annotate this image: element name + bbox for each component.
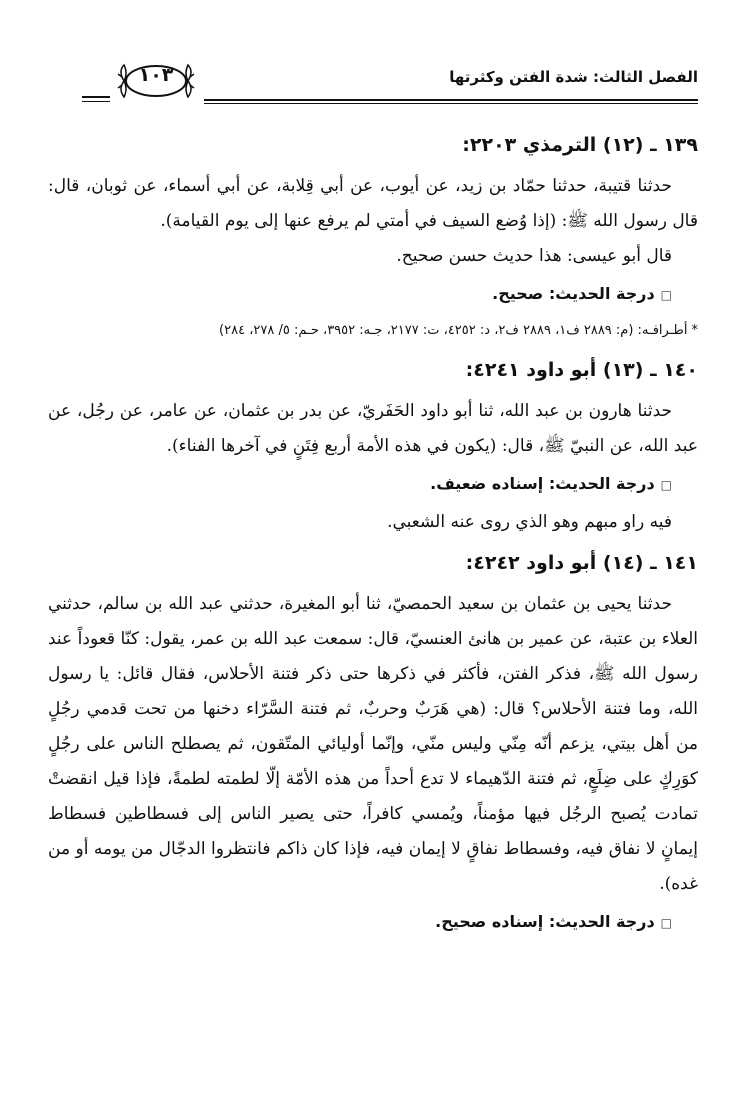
hadith-heading: ١٣٩ ـ (١٢) الترمذي ٢٢٠٣: — [462, 134, 698, 156]
grade-text: درجة الحديث: صحيح. — [492, 284, 655, 303]
hadith-comment: قال أبو عيسى: هذا حديث حسن صحيح. — [396, 246, 672, 266]
grade-text: درجة الحديث: إسناده ضعيف. — [430, 474, 655, 493]
square-bullet-icon: □ — [660, 916, 672, 930]
hadith-grade — [48, 466, 698, 503]
hadith-139 — [48, 128, 698, 343]
grade-note: فيه راو مبهم وهو الذي روى عنه الشعبي. — [387, 512, 672, 532]
hadith-text: حدثنا قتيبة، حدثنا حمّاد بن زيد، عن أيوب، عن أبي قِلابة، عن أبي أسماء، عن ثوبان، قال: قال رسول الله ﷺ: (إذا وُضع السيف في أمتي لم يرفع عنها إلى يوم القيامة). — [48, 176, 698, 231]
hadith-140 — [48, 353, 698, 540]
hadith-141 — [48, 546, 698, 941]
hadith-grade — [48, 904, 698, 941]
page-header — [80, 54, 698, 104]
grade-text: درجة الحديث: إسناده صحيح. — [435, 912, 655, 931]
left-rule — [82, 96, 110, 98]
header-rule — [204, 99, 698, 101]
page-number: ١٠٣ — [138, 64, 174, 86]
hadith-text: حدثنا يحيى بن عثمان بن سعيد الحمصيّ، ثنا أبو المغيرة، حدثني عبد الله بن سالم، حدثني العلاء بن عتبة، عن عمير بن هانئ العنسيّ، قال: سمعت عبد الله بن عمر، يقول: كنّا قعوداً عند رسول الله ﷺ، فذكر الفتن، فأكثر في ذكرها حتى ذكر فتنة الأحلاس، فقال قائل: يا رسول الله، وما فتنة الأحلاس؟ قال: (هي هَرَبٌ وحربٌ، ثم فتنة السَّرّاء دخنها من تحت قدمي رجُلٍ من أهل بيتي، يزعم أنّه مِنّي وليس منّي، وإنّما أوليائي المتّقون، ثم يصطلح الناس على رجُلٍ كوَرِكٍ على ضِلَعٍ، ثم فتنة الدّهيماء لا تدع أحداً من هذه الأمّة إلّا لطمته لطمةً، فإذا قيل انقضتْ تمادت يُصبح الرجُل فيها مؤمناً، ويُمسي كافراً، حتى يصير الناس إلى فسطاطين فسطاط إيمانٍ لا نفاق فيه، وفسطاط نفاقٍ لا إيمان فيه، فإذا كان ذاكم فانتظروا الدجّال من يومه أو من غده). — [48, 594, 698, 894]
chapter-title: الفصل الثالث: شدة الفتن وكثرتها — [449, 68, 698, 86]
hadith-heading: ١٤١ ـ (١٤) أبو داود ٤٢٤٢: — [465, 552, 698, 574]
hadith-grade — [48, 276, 698, 313]
hadith-references — [48, 319, 698, 343]
left-rule-thin — [82, 101, 110, 102]
hadith-text: حدثنا هارون بن عبد الله، ثنا أبو داود الحَفَريّ، عن بدر بن عثمان، عن عامر، عن رجُل، عن عبد الله، عن النبيّ ﷺ، قال: (يكون في هذه الأمة أربع فِتَنٍ في آخرها الفناء). — [48, 401, 698, 456]
asterisk-icon: * — [691, 323, 698, 338]
hadith-heading: ١٤٠ ـ (١٣) أبو داود ٤٢٤١: — [465, 359, 698, 381]
page-body — [48, 122, 698, 943]
header-rule-thin — [204, 103, 698, 104]
references-text: أطـراف‍ـه: (م: ٢٨٨٩ ف١، ٢٨٨٩ ف٢، د: ٤٢٥٢، ت: ٢١٧٧، جـه: ٣٩٥٢، حـم: ٥/ ٢٧٨، ٢٨٤) — [219, 323, 688, 338]
square-bullet-icon: □ — [660, 288, 672, 302]
square-bullet-icon: □ — [660, 478, 672, 492]
